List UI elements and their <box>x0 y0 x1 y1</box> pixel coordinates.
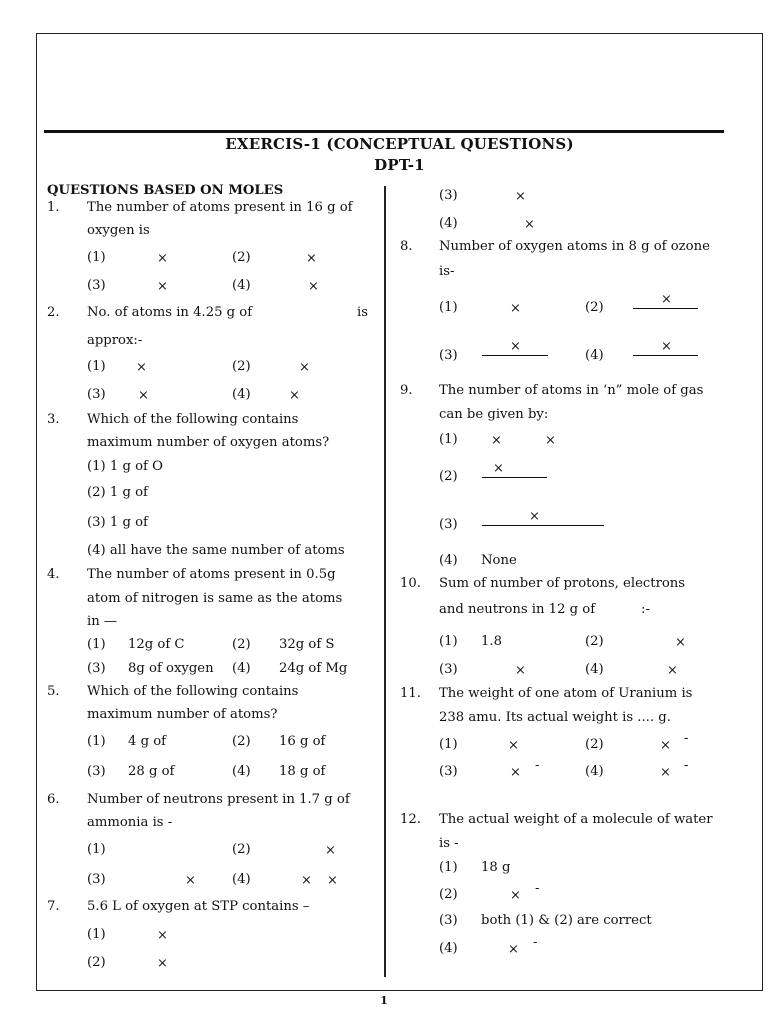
question-text: in — <box>87 614 118 629</box>
question-text: The number of atoms present in 0.5g <box>87 567 336 582</box>
option-text: (1) 1 g of O <box>87 459 163 474</box>
option-label: (4) <box>232 661 251 676</box>
option-label: (3) <box>439 348 458 363</box>
question-text: can be given by: <box>439 407 549 422</box>
option-label: (1) <box>87 250 106 265</box>
option-label: (1) <box>87 359 106 374</box>
question-text: 5.6 L of oxygen at STP contains – <box>87 899 310 914</box>
option-text: None <box>481 553 517 568</box>
question-text: atom of nitrogen is same as the atoms <box>87 591 343 606</box>
minus-superscript: - <box>535 881 540 896</box>
option-label: (2) <box>232 842 251 857</box>
option-label: (2) <box>585 737 604 752</box>
times-symbol: × <box>661 292 672 307</box>
option-label: (2) <box>232 734 251 749</box>
question-text: Number of oxygen atoms in 8 g of ozone <box>439 239 710 254</box>
times-symbol: × <box>675 635 686 650</box>
column-divider <box>384 186 386 977</box>
option-label: (2) <box>232 637 251 652</box>
question-number: 6. <box>47 792 60 807</box>
question-text: The weight of one atom of Uranium is <box>439 686 693 701</box>
fraction-bar <box>482 477 547 478</box>
times-symbol: × <box>306 251 317 266</box>
option-label: (2) <box>87 955 106 970</box>
question-number: 10. <box>400 576 421 591</box>
option-text: 12g of C <box>128 637 185 652</box>
question-number: 2. <box>47 305 60 320</box>
option-label: (4) <box>439 216 458 231</box>
question-number: 3. <box>47 412 60 427</box>
option-label: (2) <box>232 359 251 374</box>
question-text: Which of the following contains <box>87 684 299 699</box>
times-symbol: × <box>510 888 521 903</box>
question-text: The number of atoms in ‘n” mole of gas <box>439 383 704 398</box>
times-symbol: × <box>301 873 312 888</box>
option-label: (3) <box>439 188 458 203</box>
option-text: 4 g of <box>128 734 167 749</box>
times-symbol: × <box>661 339 672 354</box>
option-label: (2) <box>585 634 604 649</box>
question-text: Sum of number of protons, electrons <box>439 576 686 591</box>
header-rule <box>44 130 724 133</box>
option-label: (1) <box>87 637 106 652</box>
question-text: is- <box>439 264 455 279</box>
minus-superscript: - <box>533 935 538 950</box>
minus-superscript: - <box>535 758 540 773</box>
fraction-bar <box>633 308 698 309</box>
question-number: 5. <box>47 684 60 699</box>
times-symbol: × <box>325 843 336 858</box>
option-text: 24g of Mg <box>279 661 348 676</box>
question-text: is - <box>439 836 459 851</box>
question-text: and neutrons in 12 g of <box>439 602 596 617</box>
times-symbol: × <box>299 360 310 375</box>
question-text: ammonia is - <box>87 815 173 830</box>
option-label: (4) <box>439 553 458 568</box>
page-number: 1 <box>380 994 388 1007</box>
question-text: maximum number of oxygen atoms? <box>87 435 330 450</box>
option-text: (2) 1 g of <box>87 485 148 500</box>
option-label: (3) <box>87 387 106 402</box>
question-text: oxygen is <box>87 223 150 238</box>
option-text: 32g of S <box>279 637 335 652</box>
times-symbol: × <box>308 279 319 294</box>
question-number: 9. <box>400 383 413 398</box>
times-symbol: × <box>136 360 147 375</box>
question-text: :- <box>641 602 650 617</box>
section-heading: QUESTIONS BASED ON MOLES <box>47 183 284 198</box>
times-symbol: × <box>510 765 521 780</box>
times-symbol: × <box>508 942 519 957</box>
page-title: EXERCIS-1 (CONCEPTUAL QUESTIONS) <box>225 135 574 153</box>
option-label: (1) <box>87 927 106 942</box>
option-text: 18 g of <box>279 764 326 779</box>
option-label: (3) <box>87 278 106 293</box>
times-symbol: × <box>524 217 535 232</box>
times-symbol: × <box>185 873 196 888</box>
option-label: (1) <box>439 860 458 875</box>
times-symbol: × <box>545 433 556 448</box>
times-symbol: × <box>327 873 338 888</box>
fraction-bar <box>482 355 548 356</box>
option-label: (2) <box>439 887 458 902</box>
question-number: 1. <box>47 200 60 215</box>
times-symbol: × <box>667 663 678 678</box>
option-label: (3) <box>439 517 458 532</box>
option-label: (4) <box>439 941 458 956</box>
option-label: (4) <box>232 278 251 293</box>
times-symbol: × <box>491 433 502 448</box>
option-label: (3) <box>87 661 106 676</box>
question-text: maximum number of atoms? <box>87 707 278 722</box>
option-text: (4) all have the same number of atoms <box>87 543 345 558</box>
option-label: (3) <box>87 764 106 779</box>
times-symbol: × <box>138 388 149 403</box>
option-text: 8g of oxygen <box>128 661 214 676</box>
question-text: The actual weight of a molecule of water <box>439 812 713 827</box>
option-label: (3) <box>439 913 458 928</box>
option-label: (4) <box>585 662 604 677</box>
question-text: Which of the following contains <box>87 412 299 427</box>
times-symbol: × <box>510 301 521 316</box>
option-label: (3) <box>439 764 458 779</box>
times-symbol: × <box>508 738 519 753</box>
option-label: (4) <box>232 764 251 779</box>
question-text: 238 amu. Its actual weight is .... g. <box>439 710 671 725</box>
times-symbol: × <box>529 509 540 524</box>
option-label: (2) <box>232 250 251 265</box>
option-text: 18 g <box>481 860 511 875</box>
option-label: (1) <box>87 734 106 749</box>
question-number: 4. <box>47 567 60 582</box>
page-border <box>36 33 763 991</box>
option-text: 28 g of <box>128 764 175 779</box>
option-label: (1) <box>439 300 458 315</box>
question-text: No. of atoms in 4.25 g of <box>87 305 253 320</box>
option-label: (2) <box>585 300 604 315</box>
option-label: (4) <box>232 387 251 402</box>
fraction-bar <box>633 355 698 356</box>
question-number: 8. <box>400 239 413 254</box>
fraction-bar <box>482 525 604 526</box>
times-symbol: × <box>289 388 300 403</box>
option-label: (4) <box>232 872 251 887</box>
times-symbol: × <box>157 251 168 266</box>
option-label: (3) <box>439 662 458 677</box>
option-label: (3) <box>87 872 106 887</box>
option-label: (1) <box>439 634 458 649</box>
option-label: (4) <box>585 348 604 363</box>
option-label: (1) <box>87 842 106 857</box>
question-number: 11. <box>400 686 421 701</box>
option-label: (2) <box>439 469 458 484</box>
times-symbol: × <box>660 765 671 780</box>
option-label: (1) <box>439 737 458 752</box>
question-text: Number of neutrons present in 1.7 g of <box>87 792 350 807</box>
option-label: (4) <box>585 764 604 779</box>
question-number: 12. <box>400 812 421 827</box>
times-symbol: × <box>157 928 168 943</box>
option-text: (3) 1 g of <box>87 515 148 530</box>
question-number: 7. <box>47 899 60 914</box>
option-label: (1) <box>439 432 458 447</box>
minus-superscript: - <box>684 758 689 773</box>
question-text: The number of atoms present in 16 g of <box>87 200 353 215</box>
times-symbol: × <box>510 339 521 354</box>
option-text: 16 g of <box>279 734 326 749</box>
option-text: 1.8 <box>481 634 502 649</box>
times-symbol: × <box>515 189 526 204</box>
minus-superscript: - <box>684 731 689 746</box>
times-symbol: × <box>660 738 671 753</box>
times-symbol: × <box>515 663 526 678</box>
page-subtitle: DPT-1 <box>374 156 425 174</box>
question-text: approx:- <box>87 333 143 348</box>
times-symbol: × <box>493 461 504 476</box>
option-text: both (1) & (2) are correct <box>481 913 652 928</box>
question-text: is <box>357 305 368 320</box>
times-symbol: × <box>157 956 168 971</box>
times-symbol: × <box>157 279 168 294</box>
